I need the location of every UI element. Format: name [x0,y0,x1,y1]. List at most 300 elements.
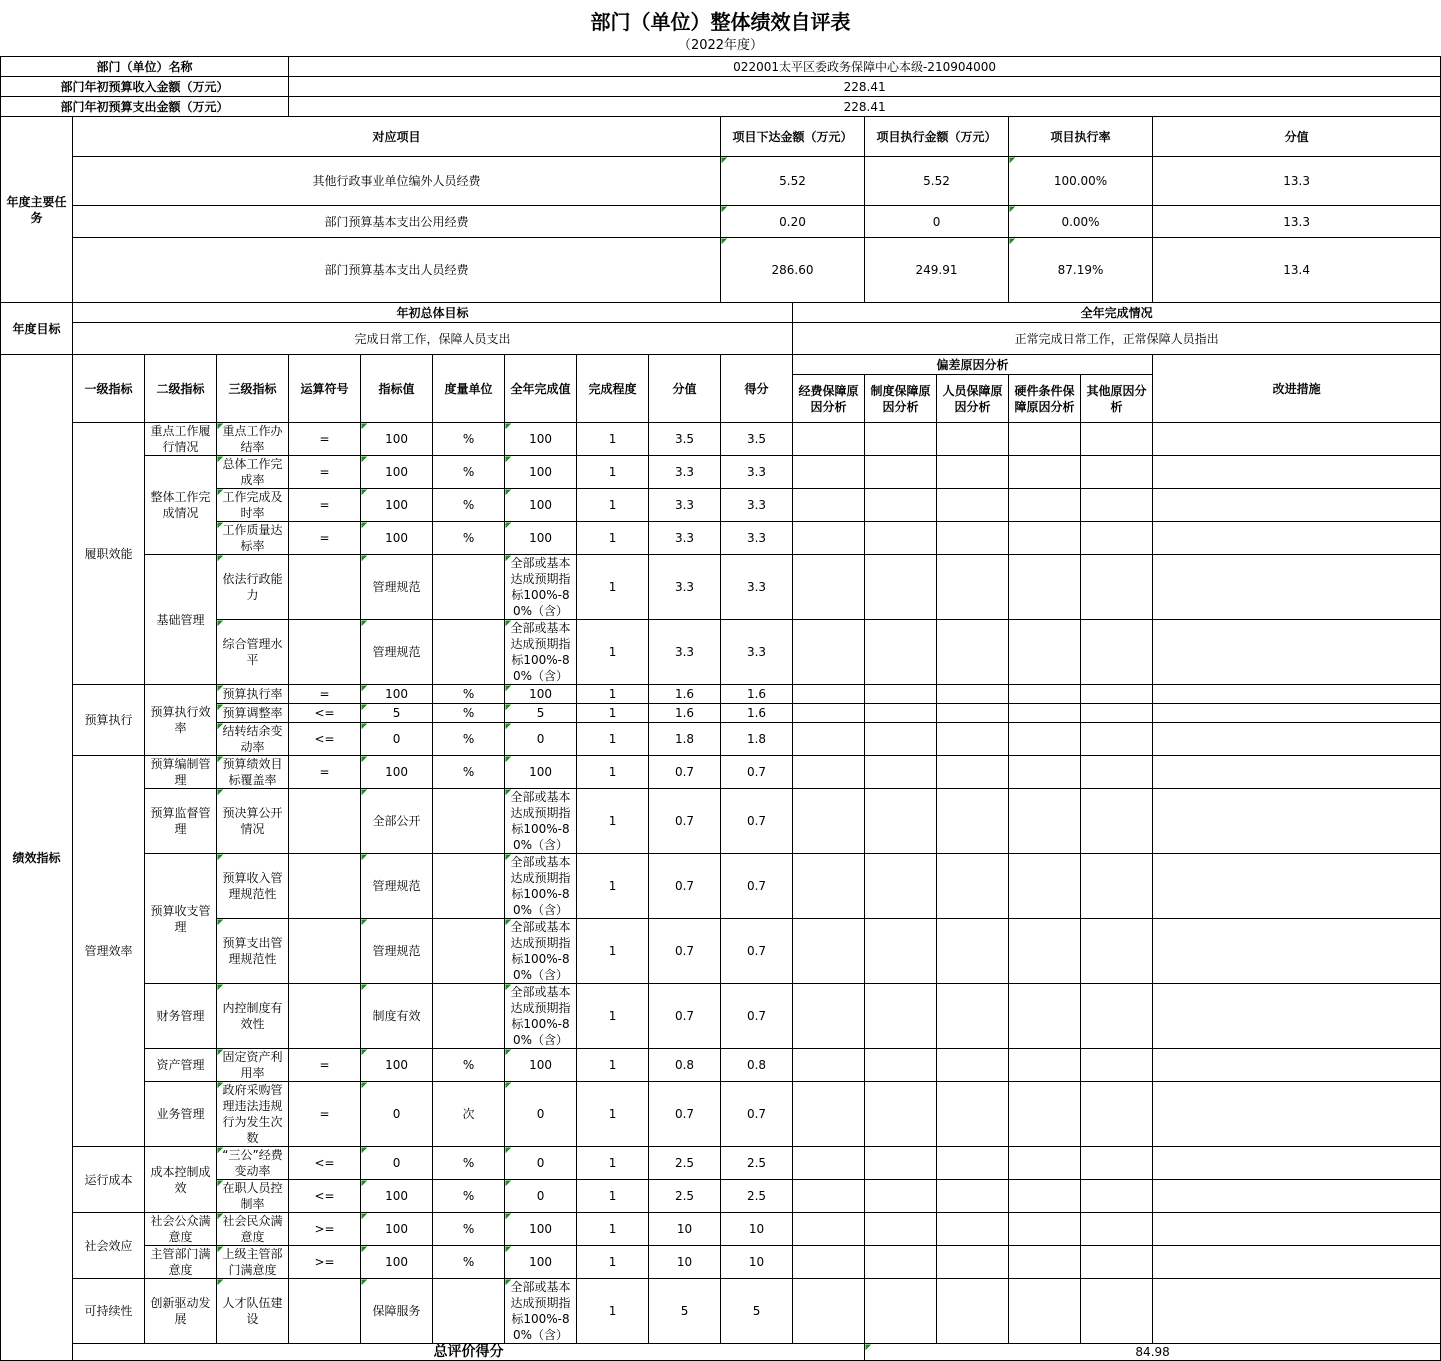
score: 0.7 [721,1082,793,1147]
completion-degree: 1 [577,1082,649,1147]
score-value: 0.7 [649,854,721,919]
target-value: 100 [361,1180,433,1213]
deviation-cell [793,723,865,756]
completion-degree: 1 [577,789,649,854]
actual-value: 0 [505,1147,577,1180]
improve-cell [1153,1049,1441,1082]
score-value: 3.3 [649,522,721,555]
deviation-cell [1009,1082,1081,1147]
deviation-cell [793,1246,865,1279]
improve-cell [1153,854,1441,919]
ind-header-actual: 全年完成值 [505,355,577,423]
level2-indicator: 预算编制管理 [145,756,217,789]
tasks-header-allocated: 项目下达金额（万元） [721,117,865,157]
score-value: 3.5 [649,423,721,456]
level3-indicator: 预算收入管理规范性 [217,854,289,919]
score: 1.8 [721,723,793,756]
target-value: 制度有效 [361,984,433,1049]
level2-indicator: 预算监督管理 [145,789,217,854]
actual-value: 全部或基本达成预期指标100%-80%（含） [505,620,577,685]
deviation-cell [1009,489,1081,522]
level2-indicator: 成本控制成效 [145,1147,217,1213]
actual-value: 全部或基本达成预期指标100%-80%（含） [505,854,577,919]
completion-degree: 1 [577,1213,649,1246]
target-value: 管理规范 [361,620,433,685]
goals-initial-text: 完成日常工作，保障人员支出 [73,323,793,355]
deviation-cell [793,704,865,723]
completion-degree: 1 [577,723,649,756]
unit: % [433,1049,505,1082]
actual-value: 100 [505,756,577,789]
deviation-cell [865,756,937,789]
completion-degree: 1 [577,1279,649,1344]
improve-cell [1153,456,1441,489]
score: 10 [721,1246,793,1279]
score: 5 [721,1279,793,1344]
level2-indicator: 整体工作完成情况 [145,456,217,555]
score-value: 0.7 [649,984,721,1049]
operator [289,984,361,1049]
deviation-cell [937,789,1009,854]
score-value: 1.6 [649,704,721,723]
goals-completion-text: 正常完成日常工作，正常保障人员指出 [793,323,1441,355]
unit [433,984,505,1049]
deviation-cell [1009,522,1081,555]
deviation-cell [937,1246,1009,1279]
deviation-cell [937,704,1009,723]
improve-cell [1153,704,1441,723]
deviation-cell [793,854,865,919]
deviation-cell [793,789,865,854]
level3-indicator: 在职人员控制率 [217,1180,289,1213]
level2-indicator: 资产管理 [145,1049,217,1082]
deviation-cell [865,1049,937,1082]
income-label: 部门年初预算收入金额（万元） [1,77,289,97]
completion-degree: 1 [577,685,649,704]
unit: % [433,489,505,522]
deviation-cell [865,1180,937,1213]
level2-indicator: 重点工作履行情况 [145,423,217,456]
score-value: 3.3 [649,456,721,489]
deviation-cell [937,555,1009,620]
ind-header-score: 得分 [721,355,793,423]
deviation-cell [937,620,1009,685]
score-value: 1.6 [649,685,721,704]
deviation-cell [793,620,865,685]
deviation-other: 其他原因分析 [1081,375,1153,423]
level2-indicator: 财务管理 [145,984,217,1049]
level1-indicator: 预算执行 [73,685,145,756]
deviation-cell [793,555,865,620]
improve-cell [1153,555,1441,620]
deviation-cell [1009,620,1081,685]
deviation-cell [793,1049,865,1082]
completion-degree: 1 [577,984,649,1049]
target-value: 100 [361,423,433,456]
improve-cell [1153,756,1441,789]
deviation-cell [865,1246,937,1279]
operator [289,789,361,854]
operator: <= [289,1180,361,1213]
operator [289,854,361,919]
actual-value: 100 [505,1246,577,1279]
improve-cell [1153,620,1441,685]
unit: % [433,522,505,555]
level2-indicator: 预算收支管理 [145,854,217,984]
improve-cell [1153,1279,1441,1344]
deviation-cell [1081,620,1153,685]
improve-cell [1153,919,1441,984]
deviation-cell [1081,723,1153,756]
deviation-funding: 经费保障原因分析 [793,375,865,423]
deviation-cell [793,1213,865,1246]
actual-value: 100 [505,456,577,489]
deviation-cell [793,685,865,704]
actual-value: 100 [505,489,577,522]
deviation-cell [1081,555,1153,620]
improve-cell [1153,489,1441,522]
task-allocated: 5.52 [721,157,865,206]
actual-value: 全部或基本达成预期指标100%-80%（含） [505,1279,577,1344]
unit: % [433,456,505,489]
score-value: 0.7 [649,789,721,854]
deviation-cell [937,854,1009,919]
deviation-cell [1081,1049,1153,1082]
score-value: 2.5 [649,1180,721,1213]
tasks-header-executed: 项目执行金额（万元） [865,117,1009,157]
task-allocated: 286.60 [721,238,865,303]
actual-value: 100 [505,423,577,456]
deviation-cell [1081,456,1153,489]
level3-indicator: 综合管理水平 [217,620,289,685]
level3-indicator: 预算支出管理规范性 [217,919,289,984]
level1-indicator: 履职效能 [73,423,145,685]
target-value: 管理规范 [361,555,433,620]
deviation-cell [1009,1279,1081,1344]
task-item-name: 部门预算基本支出人员经费 [73,238,721,303]
actual-value: 100 [505,522,577,555]
goals-section-label: 年度目标 [1,303,73,355]
actual-value: 5 [505,704,577,723]
level3-indicator: 上级主管部门满意度 [217,1246,289,1279]
deviation-cell [1081,423,1153,456]
completion-degree: 1 [577,1147,649,1180]
completion-degree: 1 [577,919,649,984]
task-score-value: 13.4 [1153,238,1441,303]
level3-indicator: 工作质量达标率 [217,522,289,555]
score: 0.7 [721,854,793,919]
deviation-cell [1081,984,1153,1049]
deviation-cell [865,423,937,456]
target-value: 全部公开 [361,789,433,854]
evaluation-table [0,56,1441,1361]
level2-indicator: 社会公众满意度 [145,1213,217,1246]
level3-indicator: 依法行政能力 [217,555,289,620]
task-rate: 87.19% [1009,238,1153,303]
deviation-cell [937,756,1009,789]
completion-degree: 1 [577,1049,649,1082]
score-value: 0.7 [649,919,721,984]
income-value: 228.41 [289,77,1441,97]
ind-header-l3: 三级指标 [217,355,289,423]
deviation-cell [865,789,937,854]
task-rate: 100.00% [1009,157,1153,206]
expense-label: 部门年初预算支出金额（万元） [1,97,289,117]
unit: % [433,1246,505,1279]
deviation-system: 制度保障原因分析 [865,375,937,423]
score-value: 0.7 [649,756,721,789]
level1-indicator: 管理效率 [73,756,145,1147]
task-item-name: 其他行政事业单位编外人员经费 [73,157,721,206]
unit: % [433,1213,505,1246]
level3-indicator: 预算调整率 [217,704,289,723]
dept-name-value: 022001太平区委政务保障中心本级-210904000 [289,57,1441,77]
page-title: 部门（单位）整体绩效自评表 [590,10,851,34]
improve-cell [1153,984,1441,1049]
operator: = [289,1082,361,1147]
level3-indicator: 预算绩效目标覆盖率 [217,756,289,789]
target-value: 100 [361,489,433,522]
deviation-cell [793,1180,865,1213]
score: 0.7 [721,984,793,1049]
deviation-cell [1081,789,1153,854]
deviation-cell [793,522,865,555]
deviation-cell [1009,1246,1081,1279]
score: 10 [721,1213,793,1246]
actual-value: 全部或基本达成预期指标100%-80%（含） [505,555,577,620]
operator: = [289,423,361,456]
deviation-cell [865,1082,937,1147]
level3-indicator: 结转结余变动率 [217,723,289,756]
operator: >= [289,1213,361,1246]
score: 3.3 [721,620,793,685]
operator [289,620,361,685]
deviation-cell [1009,1180,1081,1213]
deviation-cell [793,1082,865,1147]
unit: % [433,423,505,456]
task-score-value: 13.3 [1153,206,1441,238]
improve-cell [1153,1082,1441,1147]
deviation-cell [865,620,937,685]
operator: >= [289,1246,361,1279]
deviation-cell [793,489,865,522]
deviation-cell [937,919,1009,984]
score: 2.5 [721,1180,793,1213]
actual-value: 0 [505,1082,577,1147]
deviation-cell [1081,522,1153,555]
target-value: 100 [361,1049,433,1082]
level2-indicator: 预算执行效率 [145,685,217,756]
level2-indicator: 创新驱动发展 [145,1279,217,1344]
improve-cell [1153,1180,1441,1213]
level2-indicator: 业务管理 [145,1082,217,1147]
deviation-cell [937,456,1009,489]
deviation-cell [1081,1082,1153,1147]
target-value: 100 [361,685,433,704]
level1-indicator: 社会效应 [73,1213,145,1279]
deviation-cell [865,685,937,704]
deviation-cell [865,456,937,489]
tasks-section-label: 年度主要任务 [1,117,73,303]
completion-degree: 1 [577,522,649,555]
level3-indicator: 工作完成及时率 [217,489,289,522]
level3-indicator: “三公”经费变动率 [217,1147,289,1180]
improve-cell [1153,1147,1441,1180]
deviation-cell [937,1082,1009,1147]
target-value: 0 [361,723,433,756]
deviation-cell [937,685,1009,704]
unit [433,789,505,854]
tasks-header-rate: 项目执行率 [1009,117,1153,157]
unit: % [433,1147,505,1180]
improve-cell [1153,1213,1441,1246]
deviation-cell [1009,1147,1081,1180]
level3-indicator: 总体工作完成率 [217,456,289,489]
deviation-cell [865,1213,937,1246]
deviation-cell [865,489,937,522]
deviation-cell [937,1213,1009,1246]
score: 3.3 [721,456,793,489]
ind-header-score-value: 分值 [649,355,721,423]
score-value: 10 [649,1213,721,1246]
unit [433,555,505,620]
completion-degree: 1 [577,756,649,789]
deviation-cell [1009,685,1081,704]
unit [433,620,505,685]
deviation-cell [1009,854,1081,919]
score-value: 0.7 [649,1082,721,1147]
deviation-cell [865,919,937,984]
operator [289,1279,361,1344]
deviation-cell [1081,704,1153,723]
operator: <= [289,723,361,756]
unit: % [433,685,505,704]
deviation-cell [865,704,937,723]
goals-completion-header: 全年完成情况 [793,303,1441,323]
improve-cell [1153,685,1441,704]
improve-cell [1153,522,1441,555]
score: 3.5 [721,423,793,456]
unit: % [433,1180,505,1213]
indicators-section-label: 绩效指标 [1,355,73,1361]
score-value: 0.8 [649,1049,721,1082]
completion-degree: 1 [577,854,649,919]
deviation-cell [1009,1049,1081,1082]
score-value: 3.3 [649,489,721,522]
level3-indicator: 政府采购管理违法违规行为发生次数 [217,1082,289,1147]
deviation-cell [793,1147,865,1180]
ind-header-degree: 完成程度 [577,355,649,423]
deviation-cell [865,1279,937,1344]
level3-indicator: 人才队伍建设 [217,1279,289,1344]
score: 2.5 [721,1147,793,1180]
actual-value: 0 [505,723,577,756]
completion-degree: 1 [577,1246,649,1279]
deviation-cell [793,456,865,489]
ind-header-unit: 度量单位 [433,355,505,423]
actual-value: 全部或基本达成预期指标100%-80%（含） [505,984,577,1049]
actual-value: 全部或基本达成预期指标100%-80%（含） [505,919,577,984]
completion-degree: 1 [577,456,649,489]
level3-indicator: 内控制度有效性 [217,984,289,1049]
deviation-cell [1009,756,1081,789]
level3-indicator: 重点工作办结率 [217,423,289,456]
deviation-cell [937,984,1009,1049]
target-value: 100 [361,456,433,489]
score: 1.6 [721,704,793,723]
operator: = [289,756,361,789]
deviation-cell [1009,555,1081,620]
target-value: 管理规范 [361,854,433,919]
level1-indicator: 运行成本 [73,1147,145,1213]
actual-value: 100 [505,1213,577,1246]
target-value: 管理规范 [361,919,433,984]
operator: = [289,1049,361,1082]
improve-cell [1153,1246,1441,1279]
deviation-cell [1009,789,1081,854]
score-value: 5 [649,1279,721,1344]
deviation-cell [1009,919,1081,984]
deviation-hardware: 硬件条件保障原因分析 [1009,375,1081,423]
completion-degree: 1 [577,1180,649,1213]
deviation-cell [1081,1147,1153,1180]
deviation-cell [1009,723,1081,756]
target-value: 保障服务 [361,1279,433,1344]
score: 3.3 [721,522,793,555]
deviation-cell [937,1049,1009,1082]
completion-degree: 1 [577,704,649,723]
deviation-cell [937,1279,1009,1344]
tasks-header-item: 对应项目 [73,117,721,157]
unit: % [433,723,505,756]
score-value: 3.3 [649,555,721,620]
deviation-cell [937,423,1009,456]
deviation-cell [1081,489,1153,522]
actual-value: 0 [505,1180,577,1213]
score-value: 1.8 [649,723,721,756]
deviation-cell [793,1279,865,1344]
level1-indicator: 可持续性 [73,1279,145,1344]
deviation-cell [937,1180,1009,1213]
deviation-cell [793,423,865,456]
total-score-value: 84.98 [865,1344,1441,1361]
score-value: 3.3 [649,620,721,685]
deviation-cell [865,854,937,919]
task-executed: 5.52 [865,157,1009,206]
deviation-cell [1081,854,1153,919]
total-score-label: 总评价得分 [73,1344,865,1361]
task-executed: 0 [865,206,1009,238]
actual-value: 100 [505,1049,577,1082]
year-subtitle: （2022年度） [677,38,764,53]
tasks-header-score-value: 分值 [1153,117,1441,157]
task-executed: 249.91 [865,238,1009,303]
unit [433,919,505,984]
deviation-staff: 人员保障原因分析 [937,375,1009,423]
deviation-cell [865,723,937,756]
level2-indicator: 主管部门满意度 [145,1246,217,1279]
operator: = [289,456,361,489]
deviation-cell [937,723,1009,756]
deviation-cell [1081,1213,1153,1246]
deviation-cell [1009,984,1081,1049]
target-value: 0 [361,1082,433,1147]
deviation-cell [865,1147,937,1180]
completion-degree: 1 [577,489,649,522]
operator: <= [289,704,361,723]
dept-name-label: 部门（单位）名称 [1,57,289,77]
deviation-cell [793,919,865,984]
